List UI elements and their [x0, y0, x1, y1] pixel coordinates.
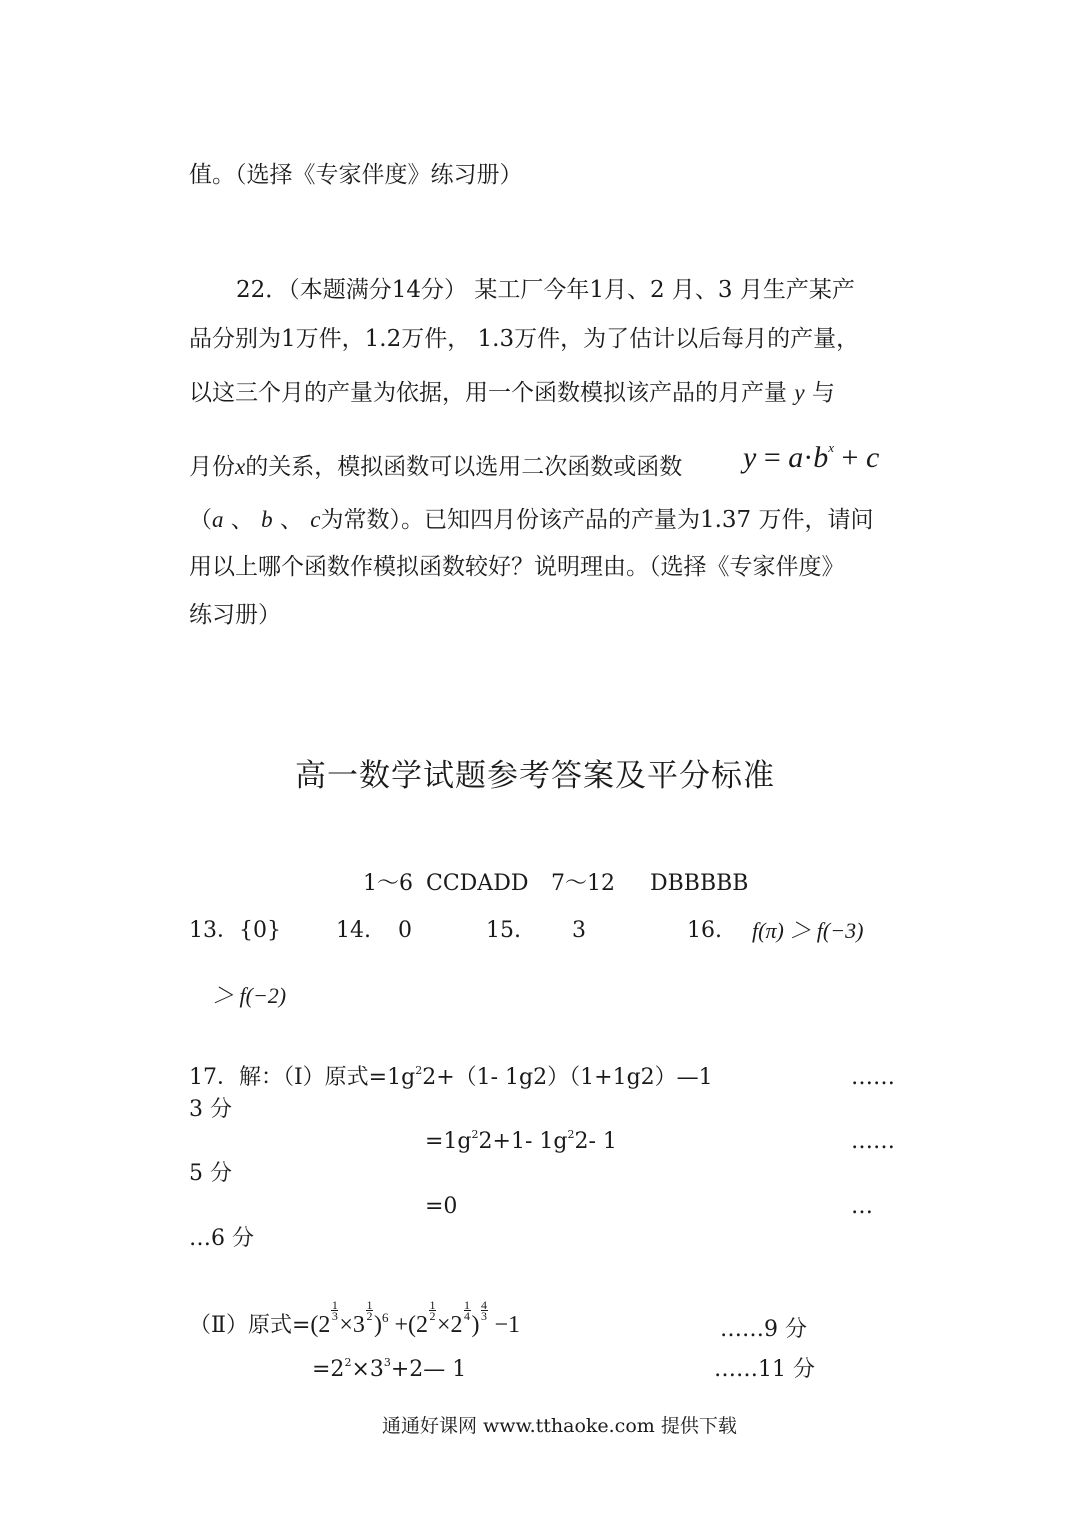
q22-line-4: 月份x的关系，模拟函数可以选用二次函数或函数: [189, 454, 683, 480]
q22-line-7: 练习册）: [189, 602, 281, 628]
q17-part2-line-1: （Ⅱ）原式=(2 $\frac{1}{3}$ ×3 $\frac{1}{2}$ )$^6$ +(2 $\frac{1}{2}$ ×2 $\frac{1}{4}$ ) $\frac{4}{3}$ −1: [189, 1298, 521, 1338]
question-15-label: 15.: [486, 918, 521, 943]
choice-range-1: 1～6: [363, 871, 413, 896]
answer-16-line-2: ＞ f(−2): [212, 983, 287, 1008]
q22-line-5: （a 、 b 、 c为常数）。已知四月份该产品的产量为1.37 万件，请问: [189, 507, 874, 533]
q17-score-3: …6 分: [189, 1226, 254, 1251]
variable-x: x: [235, 454, 246, 479]
q22-line-1: 22．（本题满分14分） 某工厂今年1月、2 月、3 月生产某产: [236, 277, 855, 303]
q17-score-1: 3 分: [189, 1097, 232, 1122]
answer-13: 13．{0}: [189, 918, 281, 943]
answer-15: 3: [572, 918, 586, 943]
q17-part2-line-2: $=2^2\times 3^3+2—$ 1: [312, 1356, 467, 1382]
choice-answers-2: DBBBBB: [650, 871, 749, 896]
q22-line-3: 以这三个月的产量为依据，用一个函数模拟该产品的月产量 y 与: [189, 380, 835, 406]
answer-16-line-1: f(π) ＞ f(−3): [752, 918, 864, 943]
answers-title: 高一数学试题参考答案及平分标准: [295, 758, 775, 794]
q17-part1-line-1: 17．解：（Ⅰ）原式$=1g^22+(1-$ 1g2）（1+1g2）—1: [189, 1064, 713, 1090]
question-14-label: 14.: [336, 918, 371, 943]
q22-line-6: 用以上哪个函数作模拟函数较好？说明理由。（选择《专家伴度》: [189, 554, 845, 580]
question-16-label: 16.: [687, 918, 722, 943]
choice-range-2: 7～12: [551, 871, 615, 896]
q22-formula: $y = a\cdot b^x + c$: [743, 440, 880, 474]
variable-y: y: [794, 380, 805, 405]
q17-part1-line-2: $=1g^22+1-$ $1g^22-$ 1: [425, 1128, 617, 1154]
choice-answers-1: CCDADD: [426, 871, 529, 896]
q17-dots-3: …: [851, 1194, 873, 1219]
q22-line-2: 品分别为1万件，1.2万件， 1.3万件，为了估计以后每月的产量，: [189, 326, 860, 352]
q17-dots-1: ……: [851, 1065, 895, 1090]
answer-14: 0: [398, 918, 412, 943]
q17-dots-2: ……: [851, 1129, 895, 1154]
question-21-tail: 值。（选择《专家伴度》练习册）: [189, 162, 523, 188]
q17-score-4: ……9 分: [720, 1317, 807, 1342]
q17-part1-line-3: =0: [425, 1194, 458, 1219]
q17-score-2: 5 分: [189, 1161, 232, 1186]
footer-source: 通通好课网 www.tthaoke.com 提供下载: [382, 1415, 737, 1437]
q17-score-5: ……11 分: [714, 1357, 815, 1382]
